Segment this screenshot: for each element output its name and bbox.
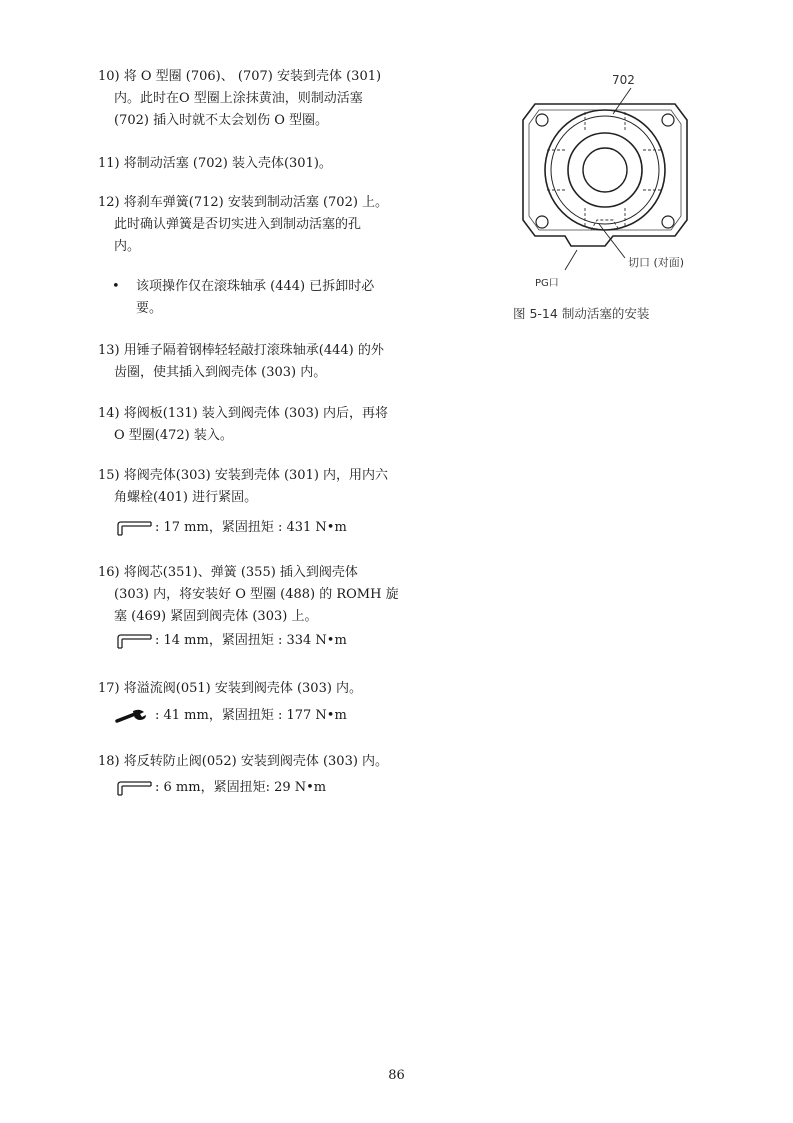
step-16-line-2: (303) 内，将安装好 O 型圈 (488) 的 ROMH 旋 [114, 587, 399, 602]
torque-text-18: : 6 mm，紧固扭矩: 29 N•m [155, 780, 327, 795]
step-13 [98, 340, 390, 384]
step-18-line-1: 18) 将反转防止阀(052) 安装到阀壳体 (303) 内。 [98, 754, 389, 769]
bullet-icon: • [112, 279, 120, 294]
step-17 [98, 678, 390, 700]
step-15-line-2: 角螺栓(401) 进行紧固。 [114, 490, 258, 505]
step-17-line-1: 17) 将溢流阀(051) 安装到阀壳体 (303) 内。 [98, 681, 363, 696]
part-label-702: 702 [612, 73, 635, 87]
step-16 [98, 562, 399, 628]
step-12-line-3: 内。 [114, 239, 141, 254]
step-14-line-1: 14) 将阀板(131) 装入到阀壳体 (303) 内后，再将 [98, 406, 389, 421]
step-10-line-3: (702) 插入时就不太会划伤 O 型圈。 [114, 113, 329, 128]
torque-spec-18 [113, 778, 326, 798]
hex-key-icon [113, 633, 153, 649]
hex-key-icon [113, 520, 153, 536]
step-18 [98, 751, 390, 773]
page-number: 86 [388, 1068, 405, 1083]
step-10-line-2: 内。此时在O 型圈上涂抹黄油，则制动活塞 [114, 91, 363, 106]
step-10-line-1: 10) 将 O 型圈 (706)、 (707) 安装到壳体 (301) [98, 69, 382, 84]
step-16-line-1: 16) 将阀芯(351)、弹簧 (355) 插入到阀壳体 [98, 565, 358, 580]
torque-text-15: : 17 mm，紧固扭矩 : 431 N•m [155, 520, 347, 535]
note-line-1: 该项操作仅在滚珠轴承 (444) 已拆卸时必 [136, 279, 375, 294]
torque-spec-15 [113, 518, 347, 538]
step-14 [98, 403, 390, 447]
note-line-2: 要。 [136, 301, 163, 316]
torque-spec-17 [113, 706, 347, 726]
step-12 [98, 192, 390, 258]
step-11-line-1: 11) 将制动活塞 (702) 装入壳体(301)。 [98, 156, 332, 171]
step-14-line-2: O 型圈(472) 装入。 [114, 428, 233, 443]
torque-text-16: : 14 mm，紧固扭矩 : 334 N•m [155, 633, 347, 648]
brake-piston-figure [505, 70, 705, 300]
hex-key-icon [113, 780, 153, 796]
step-15-line-1: 15) 将阀壳体(303) 安装到壳体 (301) 内，用内六 [98, 468, 389, 483]
figure-caption: 图 5-14 制动活塞的安装 [513, 306, 650, 321]
notch-label: 切口 (对面) [628, 256, 685, 269]
step-13-line-2: 齿圈，使其插入到阀壳体 (303) 内。 [114, 365, 327, 380]
wrench-icon [113, 708, 153, 724]
step-11 [98, 153, 390, 175]
note-bullet [112, 276, 392, 320]
torque-spec-16 [113, 631, 347, 651]
step-16-line-3: 塞 (469) 紧固到阀壳体 (303) 上。 [114, 609, 318, 624]
pg-port-label: PG口 [535, 278, 559, 289]
step-12-line-1: 12) 将刹车弹簧(712) 安装到制动活塞 (702) 上。 [98, 195, 389, 210]
step-13-line-1: 13) 用锤子隔着钢棒轻轻敲打滚珠轴承(444) 的外 [98, 343, 384, 358]
step-10 [98, 66, 390, 132]
step-15 [98, 465, 390, 509]
torque-text-17: : 41 mm，紧固扭矩 : 177 N•m [155, 708, 347, 723]
step-12-line-2: 此时确认弹簧是否切实进入到制动活塞的孔 [114, 217, 362, 232]
